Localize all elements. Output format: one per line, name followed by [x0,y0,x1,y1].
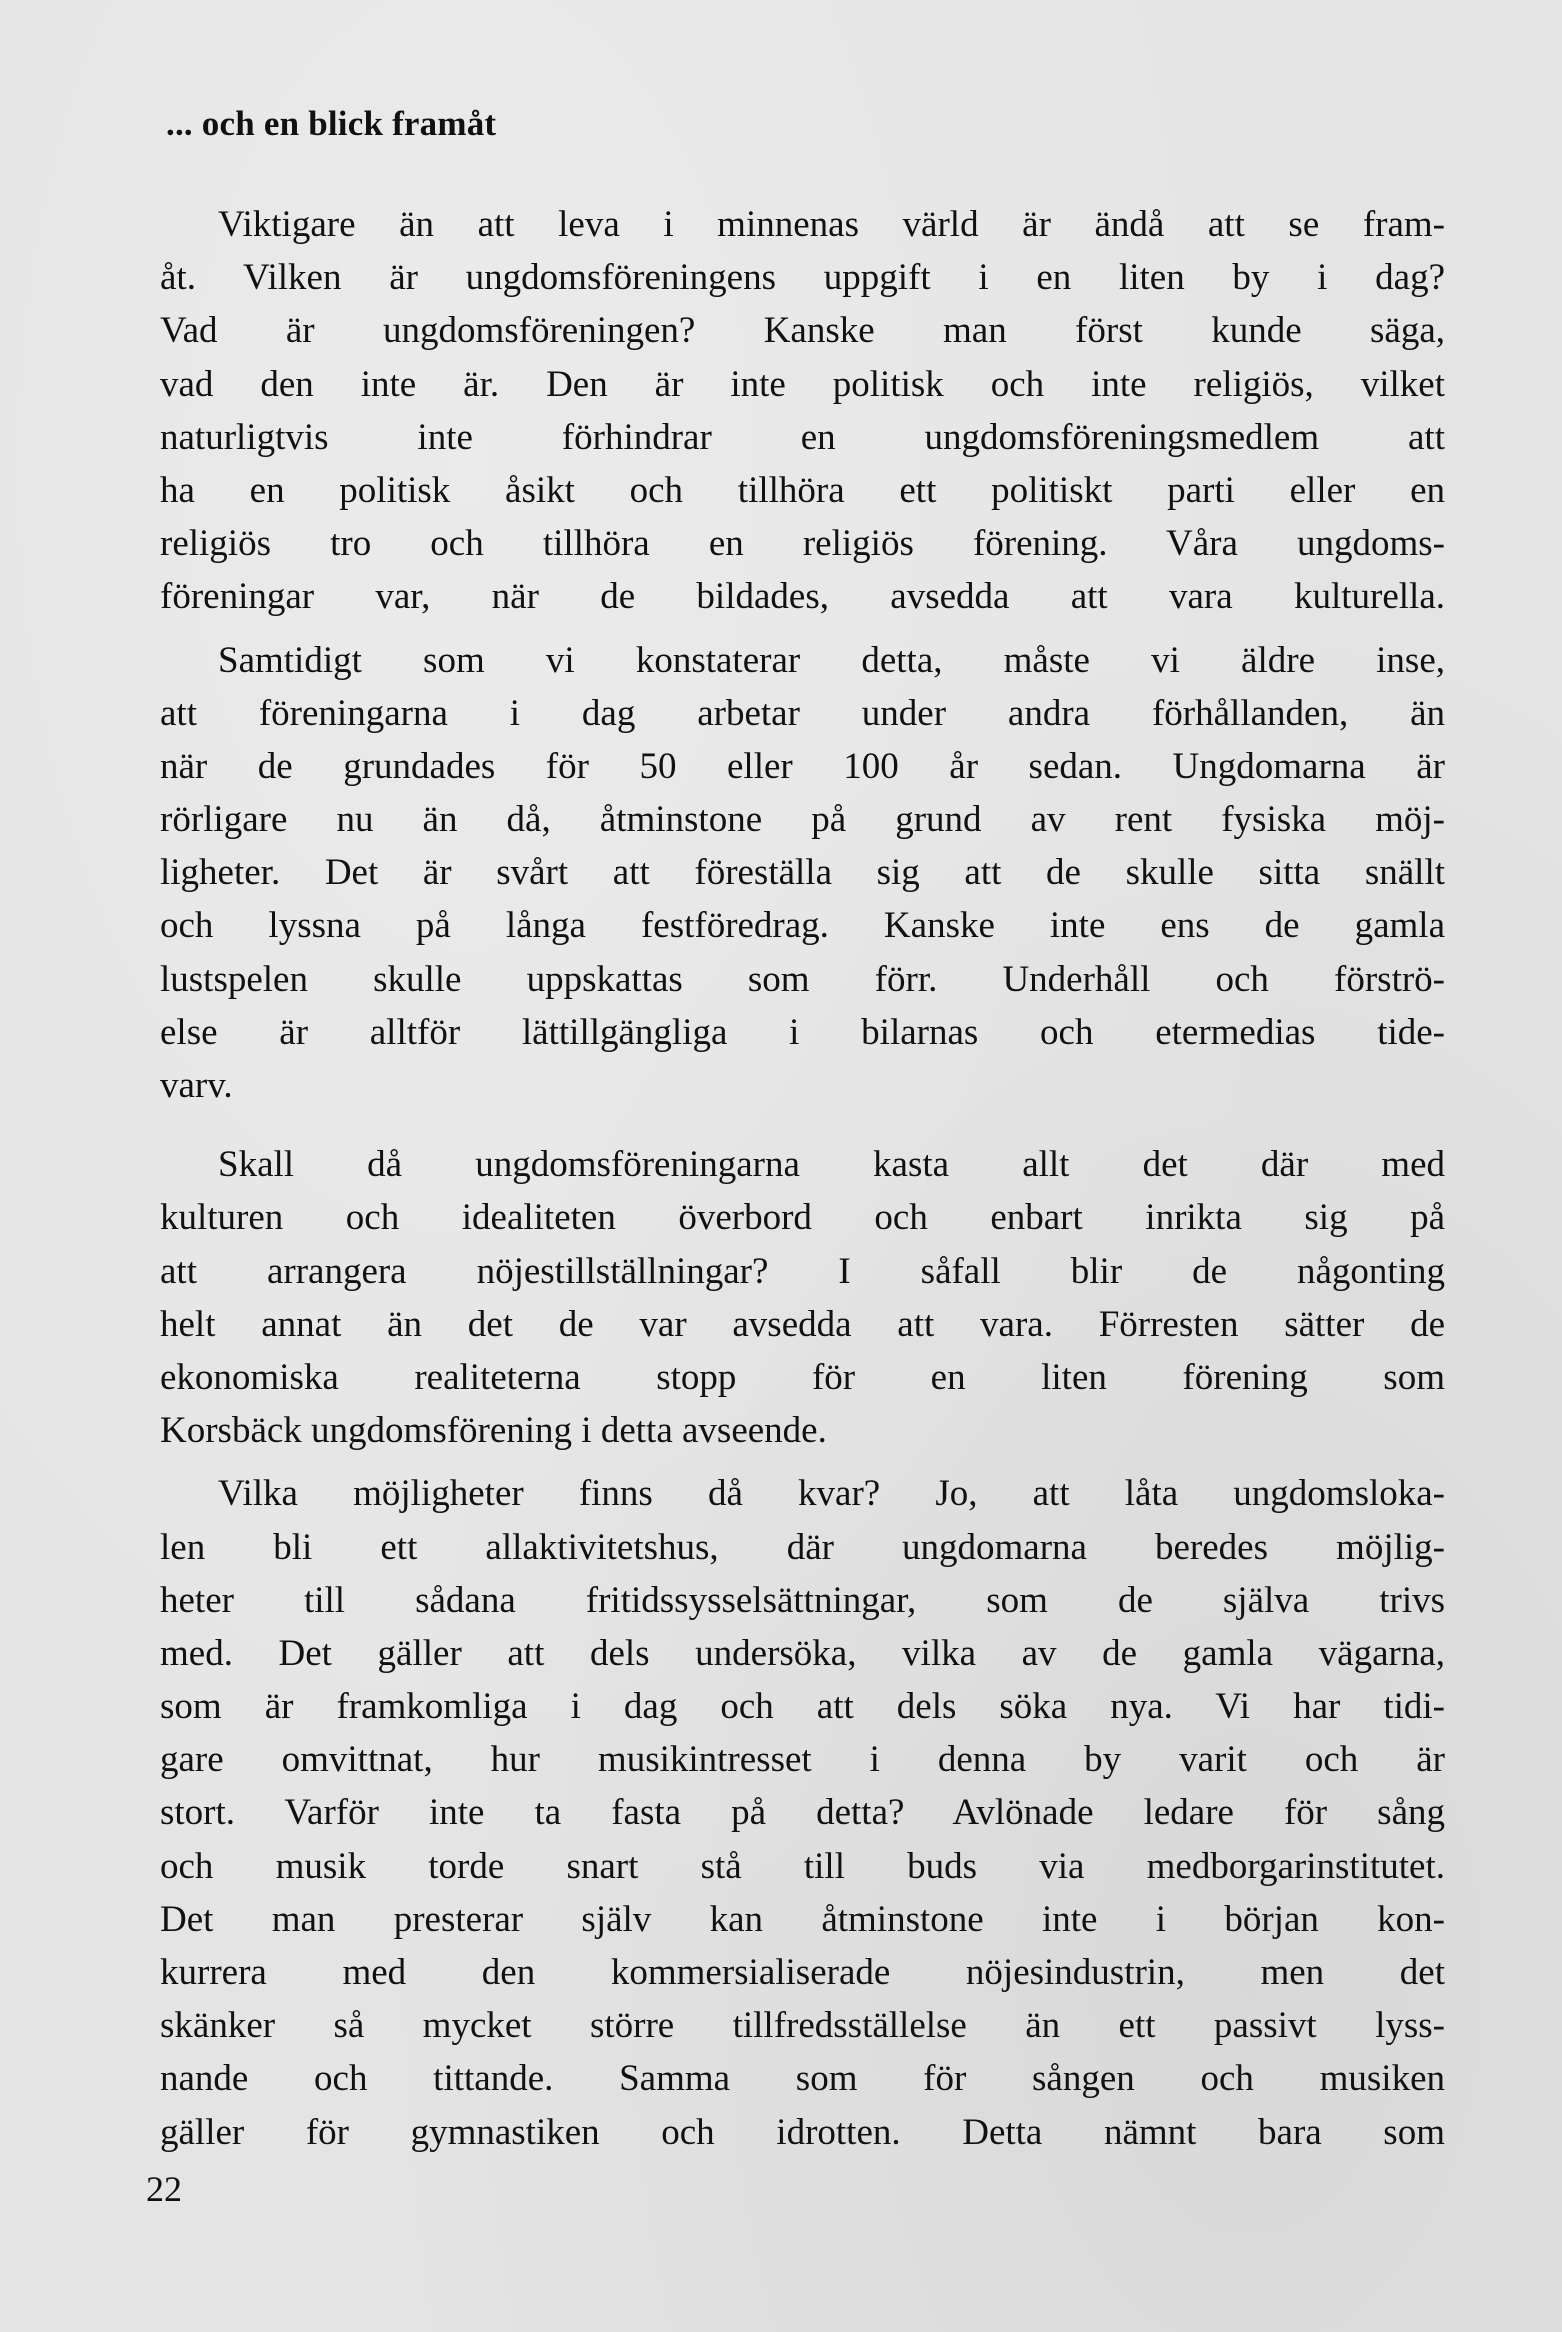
text-line: och lyssna på långa festföredrag. Kanske inte ens de gamla [160,905,1445,947]
text-line: vad den inte är. Den är inte politisk och inte religiös, vilket [160,363,1445,405]
text-line: kulturen och idealiteten överbord och enbart inrikta sig på [160,1197,1445,1239]
text-line: att föreningarna i dag arbetar under andra förhållanden, än [160,692,1445,734]
text-line: som är framkomliga i dag och att dels söka nya. Vi har tidi- [160,1686,1445,1728]
text-line: nande och tittande. Samma som för sången och musiken [160,2058,1445,2100]
text-line: stort. Varför inte ta fasta på detta? Avlönade ledare för sång [160,1792,1445,1834]
text-line: religiös tro och tillhöra en religiös förening. Våra ungdoms- [160,523,1445,565]
section-heading: ... och en blick framåt [166,104,497,143]
text-line: naturligtvis inte förhindrar en ungdomsföreningsmedlem att [160,416,1445,458]
text-line: att arrangera nöjestillställningar? I såfall blir de någonting [160,1250,1445,1292]
text-line: när de grundades för 50 eller 100 år sedan. Ungdomarna är [160,745,1445,787]
text-line: Det man presterar själv kan åtminstone inte i början kon- [160,1898,1445,1940]
text-line: ligheter. Det är svårt att föreställa sig att de skulle sitta snällt [160,852,1445,894]
page-number: 22 [146,2169,182,2209]
paragraph-2 [160,634,1445,1113]
text-line: kurrera med den kommersialiserade nöjesindustrin, men det [160,1952,1445,1993]
text-line: helt annat än det de var avsedda att vara. Förresten sätter de [160,1303,1445,1345]
text-line: Samtidigt som vi konstaterar detta, måste vi äldre inse, [218,639,1445,681]
paragraph-4 [160,1467,1445,2158]
text-line: ekonomiska realiteterna stopp för en liten förening som [160,1356,1445,1398]
paragraph-3 [160,1138,1445,1457]
text-line: lustspelen skulle uppskattas som förr. Underhåll och förströ- [160,958,1445,1000]
text-line: föreningar var, när de bildades, avsedda att vara kulturella. [160,576,1445,618]
text-line: heter till sådana fritidssysselsättningar, som de själva trivs [160,1579,1445,1621]
paragraph-1 [160,198,1445,624]
text-line: Vilka möjligheter finns då kvar? Jo, att låta ungdomsloka- [218,1473,1445,1515]
text-line: med. Det gäller att dels undersöka, vilka av de gamla vägarna, [160,1632,1445,1674]
text-line: Korsbäck ungdomsförening i detta avseende. [160,1410,827,1452]
text-line: Skall då ungdomsföreningarna kasta allt det där med [218,1144,1445,1186]
text-line: skänker så mycket större tillfredsställelse än ett passivt lyss- [160,2005,1445,2047]
text-line: ha en politisk åsikt och tillhöra ett politiskt parti eller en [160,469,1445,511]
text-line: else är alltför lättillgängliga i bilarnas och etermedias tide- [160,1011,1445,1053]
text-line: Vad är ungdomsföreningen? Kanske man först kunde säga, [160,310,1445,352]
text-line: och musik torde snart stå till buds via medborgarinstitutet. [160,1845,1445,1887]
text-line: varv. [160,1065,233,1106]
text-line: åt. Vilken är ungdomsföreningens uppgift i en liten by i dag? [160,257,1445,299]
text-line: len bli ett allaktivitetshus, där ungdomarna beredes möjlig- [160,1526,1445,1568]
text-line: Viktigare än att leva i minnenas värld är ändå att se fram- [218,204,1445,245]
body-text [160,198,1445,2169]
text-line: gäller för gymnastiken och idrotten. Detta nämnt bara som [160,2111,1445,2153]
text-line: gare omvittnat, hur musikintresset i denna by varit och är [160,1739,1445,1781]
text-line: rörligare nu än då, åtminstone på grund av rent fysiska möj- [160,799,1445,841]
